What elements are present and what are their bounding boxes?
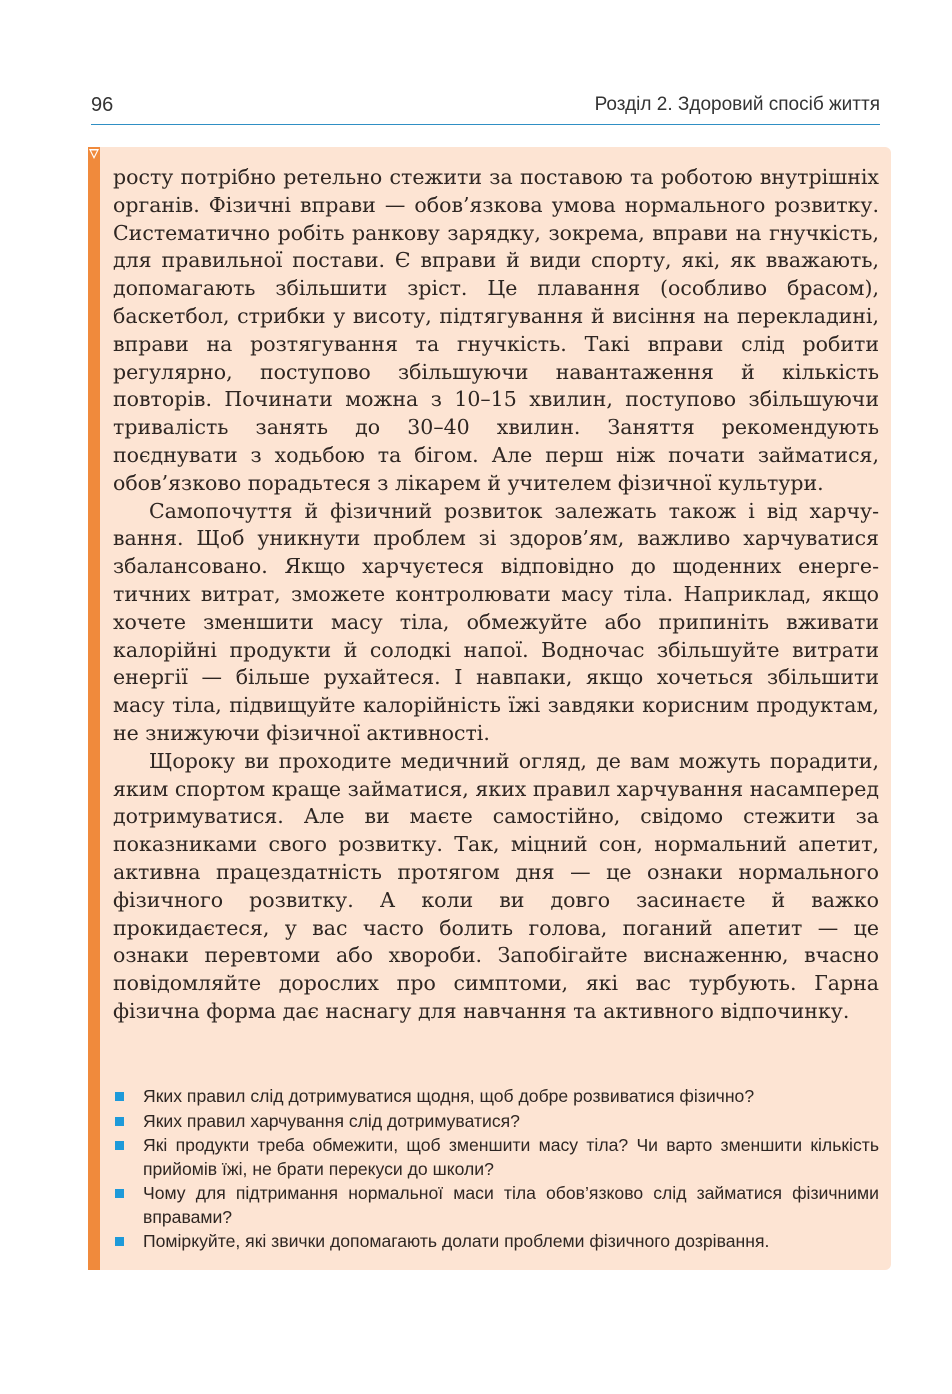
- paragraph: росту потрібно ретельно стежити за поставою та роботою внутрішніх органів. Фізичні вправи — обов’язкова умова нормального розвитку. Систематично робіть ранкову зарядку, зокрема, вправи на гнучкість, для правильної постави. Є вправи й види спорту, які, як вважають, допомагають збільшити зріст. Це плавання (особливо брасом), баскетбол, стрибки у висоту, підтягування й висіння на перекладині, вправи на розтягування та гнучкість. Такі вправи слід робити регулярно, поступово збільшуючи навантаження й кількість повторів. Починати можна з 10–15 хвилин, поступово збільшуючи тривалість занять до 30–40 хвилин. Заняття рекомендують поєднувати з ходьбою та бігом. Але перш ніж почати займатися, обов’язково порадьтеся з лікарем й учителем фізичної культури.: [113, 165, 879, 495]
- question-item: [113, 1110, 879, 1134]
- square-bullet-icon: [115, 1141, 124, 1150]
- square-bullet-icon: [115, 1092, 124, 1101]
- review-questions: [113, 1085, 879, 1255]
- square-bullet-icon: [115, 1237, 124, 1246]
- question-item: [113, 1182, 879, 1229]
- chevron-down-icon: [88, 147, 100, 161]
- question-item: [113, 1134, 879, 1181]
- question-item: [113, 1085, 879, 1109]
- question-text: Які продукти треба обмежити, щоб зменшити масу тіла? Чи варто зменшити кількість прийомів їжі, не брати перекуси до школи?: [143, 1135, 879, 1179]
- square-bullet-icon: [115, 1117, 124, 1126]
- question-item: [113, 1230, 879, 1254]
- page-header: [91, 94, 880, 125]
- body-text: [113, 164, 879, 1026]
- question-text: Поміркуйте, які звички допомагають долати проблеми фізичного дозрівання.: [143, 1231, 770, 1251]
- question-text: Яких правил слід дотримуватися щодня, щоб добре розвиватися фізично?: [143, 1086, 755, 1106]
- question-text: Чому для підтримання нормальної маси тіла обов’язково слід займатися фізичними вправами?: [143, 1183, 879, 1227]
- panel-side-stripe: [88, 147, 100, 1270]
- paragraph: Щороку ви проходите медичний огляд, де вам можуть порадити, яким спортом краще займатися, яких правил харчування насамперед дотримуватися. Але ви маєте самостійно, свідомо стежити за показниками свого розвитку. Так, міцний сон, нормальний апетит, активна працездатність протягом дня — це ознаки нормального фізичного розвитку. А коли ви довго засинаєте й важко прокидаєтеся, у вас часто болить голова, поганий апетит — це ознаки перевтоми або хвороби. Запобігайте виснаженню, вчасно повідомляйте дорослих про симптоми, які вас турбують. Гарна фізична форма дає наснагу для навчання та активного відпочинку.: [113, 748, 879, 1023]
- question-text: Яких правил харчування слід дотримуватися?: [143, 1110, 520, 1131]
- section-title: Розділ 2. Здоровий спосіб життя: [594, 94, 880, 115]
- square-bullet-icon: [115, 1189, 124, 1198]
- paragraph: Самопочуття й фізичний розвиток залежать також і від харчування. Щоб уникнути проблем зі здоров’ям, важливо харчуватися збалансовано. Якщо харчуєтеся відповідно до щоденних енергетичних витрат, зможете контролювати масу тіла. Наприклад, якщо хочете зменшити масу тіла, обмежуйте або припиніть вживати калорійні продукти й солодкі напої. Водночас збільшуйте витрати енергії — більше рухайтеся. І навпаки, якщо хочеться збільшити масу тіла, підвищуйте калорійність їжі завдяки корисним продуктам, не знижуючи фізичної активності.: [113, 498, 879, 745]
- page-number: 96: [91, 94, 114, 116]
- content-panel: [88, 147, 891, 1270]
